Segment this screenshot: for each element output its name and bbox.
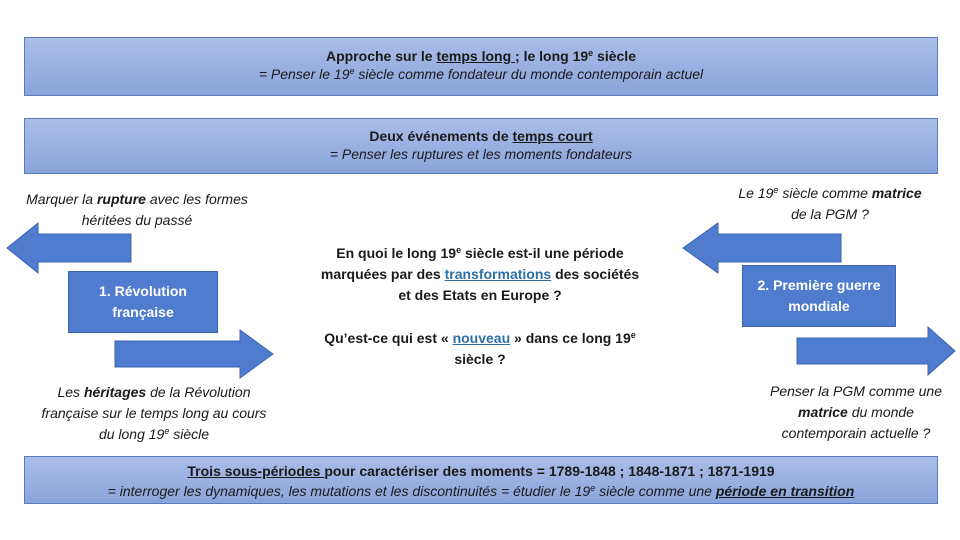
sub-periods-band: [24, 456, 938, 504]
sub-periods-subtitle: = interroger les dynamiques, les mutations et les discontinuités = étudier le 19e siècle comme une période en transition: [107, 483, 855, 499]
left-arrow-icon: [6, 222, 132, 274]
right-arrow-icon: [114, 329, 274, 379]
long-time-title: Approche sur le temps long ; le long 19e siècle: [326, 48, 636, 64]
transformations-link[interactable]: transformations: [444, 266, 552, 282]
short-time-subtitle: = Penser les ruptures et les moments fondateurs: [329, 146, 633, 162]
matrix-question: Le 19e siècle comme matrice de la PGM ?: [738, 185, 922, 222]
short-time-band: [24, 118, 938, 174]
rupture-text: Marquer la rupture avec les formes héritées du passé: [26, 191, 248, 228]
nouveau-question: Qu’est-ce qui est « nouveau » dans ce long 19e siècle ?: [324, 330, 636, 367]
sub-periods-title: Trois sous-périodes pour caractériser des moments = 1789-1848 ; 1848-1871 ; 1871-1919: [187, 463, 775, 479]
nouveau-link[interactable]: nouveau: [452, 330, 511, 346]
pgm-matrix-text: Penser la PGM comme une matrice du monde contemporain actuelle ?: [770, 383, 942, 441]
central-question: En quoi le long 19e siècle est-il une période marquées par des transformations des sociétés et des Etats en Europe ?: [320, 245, 640, 303]
right-arrow-icon: [796, 326, 956, 376]
heritage-text: Les héritages de la Révolution française sur le temps long au cours du long 19e siècle: [41, 384, 267, 442]
long-time-subtitle: = Penser le 19e siècle comme fondateur du monde contemporain actuel: [258, 66, 704, 82]
short-time-title: Deux événements de temps court: [369, 128, 593, 144]
long-time-band: [24, 37, 938, 96]
first-world-war-box: 2. Première guerre mondiale: [742, 265, 896, 327]
french-revolution-box: 1. Révolution française: [68, 271, 218, 333]
